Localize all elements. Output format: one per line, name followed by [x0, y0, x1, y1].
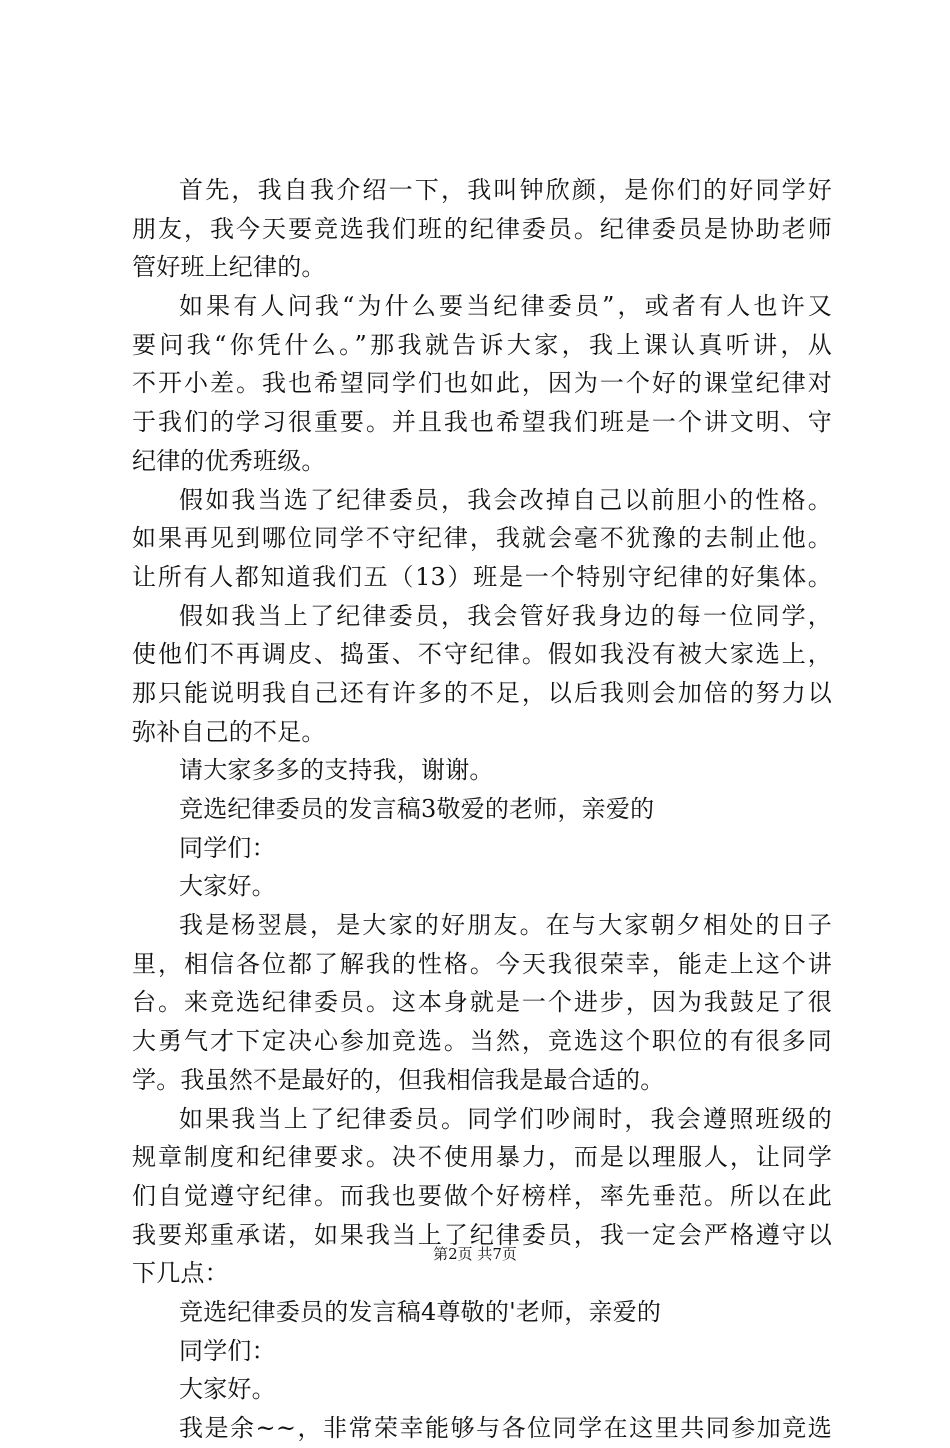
text-line: 规章制度和纪律要求。决不使用暴力，而是以理服人，让同学 [132, 1143, 832, 1172]
text-line: 大家好。 [179, 1375, 276, 1404]
text-line: 同学们： [179, 833, 276, 862]
text-line: 如果我当上了纪律委员。同学们吵闹时，我会遵照班级的 [179, 1104, 832, 1133]
text-line: 于我们的学习很重要。并且我也希望我们班是一个讲文明、守 [132, 408, 832, 437]
text-line: 里，相信各位都了解我的性格。今天我很荣幸，能走上这个讲 [132, 949, 832, 978]
text-line: 使他们不再调皮、捣蛋、不守纪律。假如我没有被大家选上， [132, 640, 832, 669]
text-line: 我要郑重承诺，如果我当上了纪律委员，我一定会严格遵守以 [132, 1220, 832, 1249]
text-line: 我是余~~，非常荣幸能够与各位同学在这里共同参加竞选 [179, 1414, 832, 1442]
text-line: 朋友，我今天要竞选我们班的纪律委员。纪律委员是协助老师 [132, 214, 832, 243]
text-line: 不开小差。我也希望同学们也如此，因为一个好的课堂纪律对 [132, 369, 832, 398]
text-line: 要问我“你凭什么。”那我就告诉大家，我上课认真听讲，从 [132, 330, 832, 359]
text-line: 下几点： [132, 1259, 229, 1288]
text-line: 台。来竞选纪律委员。这本身就是一个进步，因为我鼓足了很 [132, 988, 832, 1017]
text-line: 请大家多多的支持我，谢谢。 [179, 756, 494, 785]
text-line: 大勇气才下定决心参加竞选。当然，竞选这个职位的有很多同 [132, 1027, 832, 1056]
text-line: 学。我虽然不是最好的，但我相信我是最合适的。 [132, 1065, 665, 1094]
page-number-footer: 第2页 共7页 [433, 1245, 517, 1263]
text-line: 那只能说明我自己还有许多的不足，以后我则会加倍的努力以 [132, 678, 832, 707]
text-line: 竞选纪律委员的发言稿4尊敬的'老师，亲爱的 [179, 1297, 662, 1326]
text-line: 竞选纪律委员的发言稿3敬爱的老师，亲爱的 [179, 795, 655, 823]
text-line: 管好班上纪律的。 [132, 253, 326, 282]
text-line: 弥补自己的不足。 [132, 717, 326, 746]
text-line: 纪律的优秀班级。 [132, 446, 326, 475]
text-line: 大家好。 [179, 872, 276, 901]
text-line: 同学们： [179, 1336, 276, 1365]
text-line: 我是杨翌晨，是大家的好朋友。在与大家朝夕相处的日子 [179, 911, 832, 940]
text-line: 假如我当上了纪律委员，我会管好我身边的每一位同学， [179, 601, 832, 630]
text-line: 让所有人都知道我们五（13）班是一个特别守纪律的好集体。 [132, 562, 832, 591]
text-line: 如果再见到哪位同学不守纪律，我就会毫不犹豫的去制止他。 [132, 524, 832, 553]
text-line: 假如我当选了纪律委员，我会改掉自己以前胆小的性格。 [179, 485, 832, 514]
text-line: 如果有人问我“为什么要当纪律委员”，或者有人也许又 [179, 292, 832, 321]
text-line: 首先，我自我介绍一下，我叫钟欣颜，是你们的好同学好 [179, 176, 832, 204]
text-line: 们自觉遵守纪律。而我也要做个好榜样，率先垂范。所以在此 [132, 1181, 832, 1210]
